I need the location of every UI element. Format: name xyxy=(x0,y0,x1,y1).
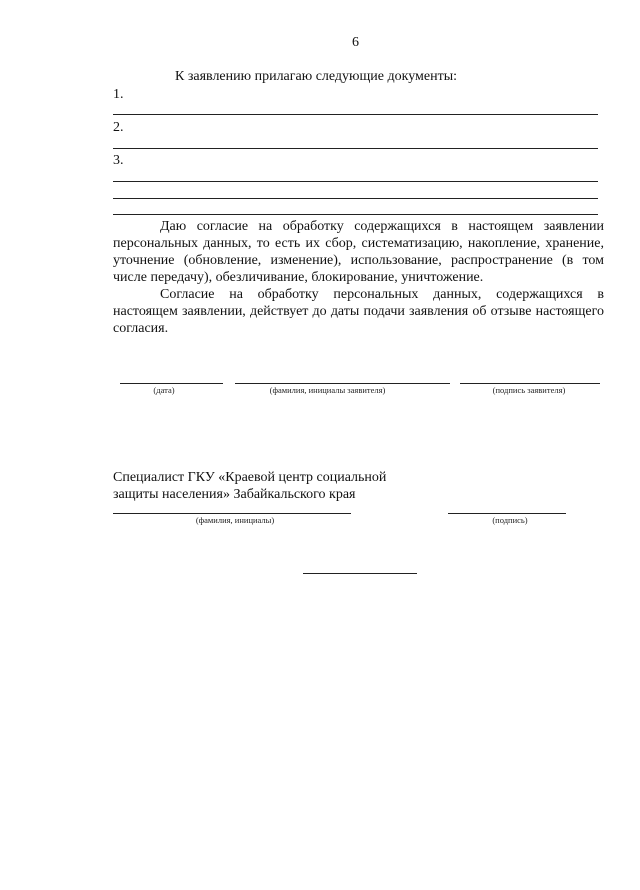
attachments-heading: К заявлению прилагаю следующие документы: xyxy=(175,69,458,84)
attachment-extra-line-3 xyxy=(113,214,598,215)
attachment-item-1-number: 1. xyxy=(113,87,124,102)
applicant-signature-line xyxy=(460,383,600,384)
applicant-signature-caption: (подпись заявителя) xyxy=(492,385,566,395)
attachment-extra-line-2 xyxy=(113,198,598,199)
attachment-extra-line-1 xyxy=(113,181,598,182)
specialist-signature-caption: (подпись) xyxy=(492,515,528,525)
applicant-name-caption: (фамилия, инициалы заявителя) xyxy=(269,385,386,395)
date-line xyxy=(120,383,223,384)
date-caption: (дата) xyxy=(153,385,175,395)
attachment-item-3-number: 3. xyxy=(113,153,124,168)
specialist-title-line-1: Специалист ГКУ «Краевой центр социальной xyxy=(113,470,387,485)
specialist-name-line xyxy=(113,513,351,514)
attachment-item-1-line xyxy=(113,114,598,115)
specialist-title-line-2: защиты населения» Забайкальского края xyxy=(113,487,356,502)
specialist-name-caption: (фамилия, инициалы) xyxy=(195,515,275,525)
consent-text xyxy=(113,218,604,337)
attachment-item-2-line xyxy=(113,148,598,149)
specialist-signature-line xyxy=(448,513,566,514)
consent-paragraph-2: Согласие на обработку персональных данных, содержащихся в настоящем заявлении, действует до даты подачи заявления об отзыве настоящего согласия. xyxy=(113,287,604,336)
applicant-name-line xyxy=(235,383,450,384)
page-number: 6 xyxy=(352,35,359,50)
attachment-item-2-number: 2. xyxy=(113,120,124,135)
closing-divider xyxy=(303,573,417,574)
consent-paragraph-1: Даю согласие на обработку содержащихся в настоящем заявлении персональных данных, то есть их сбор, систематизацию, накопление, хранение, уточнение (обновление, изменение), использование, распространение (в том числе передачу), обезличивание, блокирование, уничтожение. xyxy=(113,219,604,285)
